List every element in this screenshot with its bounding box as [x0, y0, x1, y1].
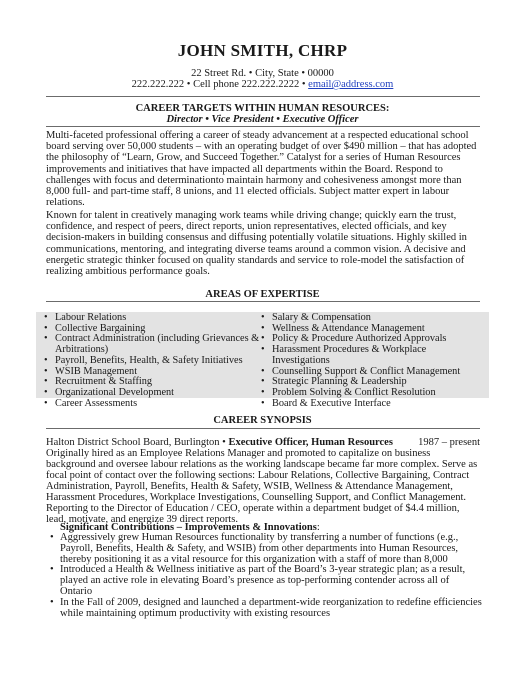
phone-line [0, 79, 525, 90]
list-item: • In the Fall of 2009, designed and launched a department-wide reorganization to redefine efficiencies while maintaining optimum productivity with existing resources [46, 598, 482, 620]
list-item: • Harassment Procedures & Workplace Investigations [259, 345, 485, 366]
summary-paragraph-1: Multi-faceted professional offering a career of steady advancement at a respected educational school board serving over 50,000 students – with an operating budget of over $490 million – that has adopted the philosophy of “Learn, Grow, and Succeed Together.” Catalyst for a series of Human Resources improvements and initiatives that have impacted all departments within the Board. Respond to challenges with focus and determinationto maintain harmony and cohesiveness amongst more than 8,000 full- and part-time staff, 8 unions, and 11 elected officials. Subject matter expert in labour relations. [46, 130, 477, 209]
job-position: Executive Officer, Human Resources [228, 437, 393, 448]
list-item: • Organizational Development [42, 388, 264, 399]
expertise-title: AREAS OF EXPERTISE [205, 289, 320, 300]
contributions-title-colon: : [316, 522, 320, 533]
list-item: • Strategic Planning & Leadership [259, 377, 485, 388]
synopsis-divider [46, 428, 480, 429]
summary-paragraph-2: Known for talent in creatively managing work teams while driving change; quickly earn the trust, confidence, and respect of peers, direct reports, union representatives, elected officials, and key decision-makers in building consensus and diffusing potentially volatile situations. Highly skilled in communications, mentoring, and integrating diverse teams around a common vision. A decisive and energetic strategic thinker focused on quality standards and service to role-model the satisfaction of realizing ambitious performance goals. [46, 210, 467, 278]
list-item: • Salary & Compensation [259, 313, 485, 324]
list-item: • Payroll, Benefits, Health, & Safety Initiatives [42, 356, 264, 367]
job-dates: 1987 – present [418, 437, 480, 448]
expertise-list-left [42, 313, 264, 409]
list-item: • Counselling Support & Conflict Management [259, 367, 485, 378]
header-divider [46, 96, 480, 97]
candidate-name: JOHN SMITH, CHRP [177, 41, 348, 60]
job-header [46, 437, 480, 448]
phone-numbers: 222.222.222 • Cell phone 222.222.2222 • [131, 79, 309, 90]
job-entry [46, 437, 480, 525]
contributions-title-text: Significant Contributions – Improvements & Innovations [60, 522, 317, 533]
expertise-list-right [259, 313, 485, 409]
synopsis-title: CAREER SYNOPSIS [213, 415, 312, 426]
list-item: • Board & Executive Interface [259, 399, 485, 410]
list-item: • Aggressively grew Human Resources functionality by transferring a number of functions (e.g., Payroll, Benefits, Health & Safety, and WSIB) from other departments into Human Resources, thereby positioning it as a vital resource for this organization with a staff of more than 8,000 [46, 533, 482, 565]
list-item: • WSIB Management [42, 367, 264, 378]
list-item: • Policy & Procedure Authorized Approvals [259, 334, 485, 345]
career-targets-roles: Director • Vice President • Executive Officer [166, 114, 359, 125]
list-item: • Collective Bargaining [42, 324, 264, 335]
career-targets-title: CAREER TARGETS WITHIN HUMAN RESOURCES: [135, 103, 390, 114]
list-item: • Problem Solving & Conflict Resolution [259, 388, 485, 399]
contact-block [0, 68, 525, 90]
list-item: • Wellness & Attendance Management [259, 324, 485, 335]
email-link[interactable]: email@address.com [308, 79, 394, 90]
list-item: • Recruitment & Staffing [42, 377, 264, 388]
list-item: • Introduced a Health & Wellness initiative as part of the Board’s 3-year strategic plan; as a result, played an active role in elevating Board’s presence as top-performing contender across all of Ontario [46, 565, 482, 597]
list-item: • Labour Relations [42, 313, 264, 324]
expertise-divider [46, 301, 480, 302]
list-item: • Contract Administration (including Grievances & Arbitrations) [42, 334, 264, 355]
job-description: Originally hired as an Employee Relations Manager and promoted to capitalize on business background and oversee labour relations as the working landscape became far more complex. Serve as focal point of contact over the following sections: Labour Relations, Collective Bargaining, Contract Administration, Payroll, Benefits, Health & Safety, WSIB, Wellness & Attendance Management, Harassment Procedures, Workplace Investigations, Counselling Support, and Conflict Management. Reporting to the Director of Education / CEO, operate within a department budget of $4.4 million, lead, motivate, and energize 39 direct reports. [46, 448, 478, 525]
address-line: 22 Street Rd. • City, State • 00000 [191, 68, 334, 79]
targets-divider [46, 126, 480, 127]
list-item: • Career Assessments [42, 399, 264, 410]
contributions-list [46, 533, 482, 619]
employer: Halton District School Board, Burlington • [46, 437, 229, 448]
